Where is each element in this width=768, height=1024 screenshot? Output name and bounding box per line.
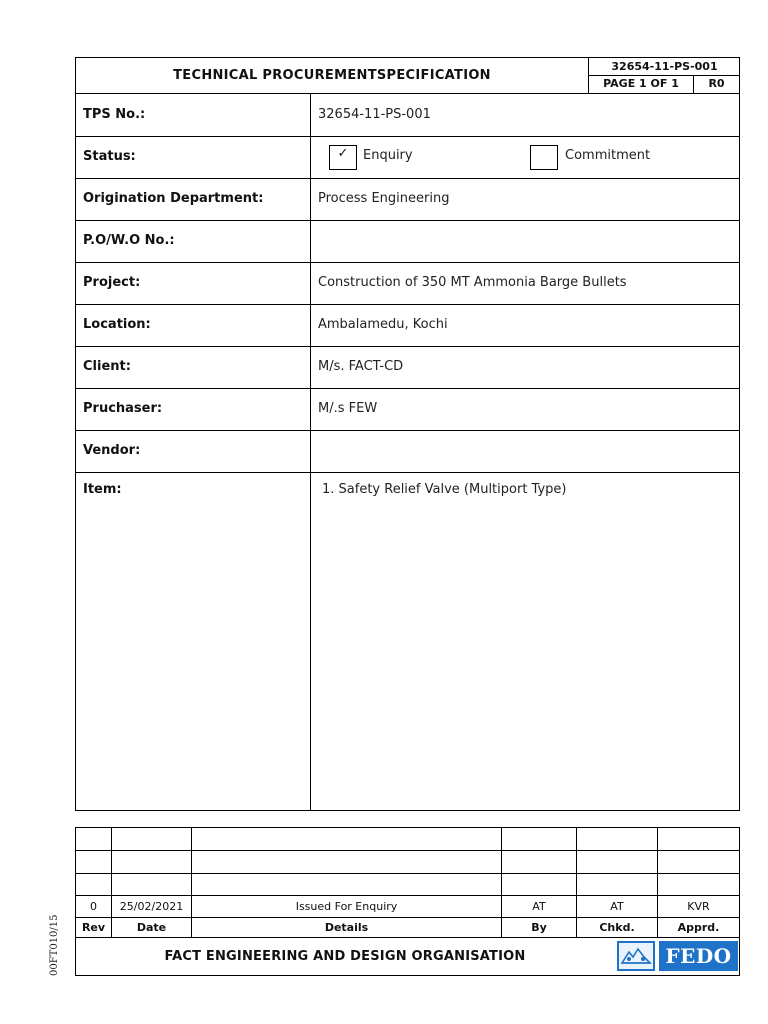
vendor-label: Vendor: <box>83 442 141 458</box>
row-po-wo-no <box>76 220 739 263</box>
page-number: PAGE 1 OF 1 <box>589 75 694 93</box>
tps-no-label: TPS No.: <box>83 106 146 122</box>
date-cell <box>112 828 192 850</box>
rev-cell <box>76 873 112 895</box>
by-cell <box>502 873 577 895</box>
row-project <box>76 262 739 305</box>
table-row <box>76 873 739 896</box>
document-title: TECHNICAL PROCUREMENTSPECIFICATION <box>173 68 491 83</box>
commitment-label: Commitment <box>565 148 651 163</box>
details-cell <box>192 828 502 850</box>
chkd-cell <box>577 873 658 895</box>
form-code: 00FT010/15 <box>49 914 60 976</box>
client-label: Client: <box>83 358 131 374</box>
table-row <box>76 850 739 874</box>
row-client <box>76 346 739 389</box>
row-item <box>76 472 739 810</box>
row-status <box>76 136 739 179</box>
enquiry-label: Enquiry <box>363 148 413 163</box>
details-cell <box>192 850 502 873</box>
status-label: Status: <box>83 148 136 164</box>
apprd-cell <box>658 850 739 873</box>
rev-header: Rev <box>76 917 112 937</box>
emblem-icon <box>619 943 653 969</box>
row-location <box>76 304 739 347</box>
specification-fields <box>75 93 740 811</box>
row-tps-no <box>76 94 739 137</box>
date-cell <box>112 873 192 895</box>
location-value: Ambalamedu, Kochi <box>318 316 448 332</box>
chkd-cell <box>577 828 658 850</box>
rev-cell <box>76 850 112 873</box>
footer-row <box>76 937 739 975</box>
location-label: Location: <box>83 316 151 332</box>
fedo-emblem-icon <box>617 941 655 971</box>
chkd-cell <box>577 850 658 873</box>
client-value: M/s. FACT-CD <box>318 358 404 374</box>
apprd-cell <box>658 873 739 895</box>
row-origination-department <box>76 178 739 221</box>
purchaser-label: Pruchaser: <box>83 400 163 416</box>
by-cell <box>502 828 577 850</box>
fedo-logo: FEDO <box>659 941 738 971</box>
origination-department-label: Origination Department: <box>83 190 264 206</box>
by-header: By <box>502 917 577 937</box>
rev-cell <box>76 828 112 850</box>
details-cell: Issued For Enquiry <box>192 895 502 917</box>
chkd-header: Chkd. <box>577 917 658 937</box>
date-cell <box>112 850 192 873</box>
details-header: Details <box>192 917 502 937</box>
revision-code: R0 <box>708 77 725 90</box>
project-value: Construction of 350 MT Ammonia Barge Bullets <box>318 274 627 290</box>
by-cell: AT <box>502 895 577 917</box>
details-cell <box>192 873 502 895</box>
by-cell <box>502 850 577 873</box>
rev-cell: 0 <box>76 895 112 917</box>
commitment-checkbox[interactable] <box>530 145 558 170</box>
row-purchaser <box>76 388 739 431</box>
po-wo-no-label: P.O/W.O No.: <box>83 232 175 248</box>
organisation-name: FACT ENGINEERING AND DESIGN ORGANISATION <box>164 948 526 964</box>
apprd-cell: KVR <box>687 899 710 913</box>
chkd-cell: AT <box>577 895 658 917</box>
table-row <box>76 828 739 851</box>
header-meta <box>588 58 740 93</box>
apprd-header: Apprd. <box>677 920 720 934</box>
project-label: Project: <box>83 274 141 290</box>
tps-no-value: 32654-11-PS-001 <box>318 106 431 122</box>
row-vendor <box>76 430 739 473</box>
date-header: Date <box>112 917 192 937</box>
item-value: 1. Safety Relief Valve (Multiport Type) <box>322 482 567 497</box>
revision-header-row <box>76 917 739 938</box>
revision-table <box>75 827 740 976</box>
item-label: Item: <box>83 482 122 497</box>
origination-department-value: Process Engineering <box>318 190 450 206</box>
table-row <box>76 895 739 918</box>
document-code: 32654-11-PS-001 <box>589 58 740 76</box>
date-cell: 25/02/2021 <box>112 895 192 917</box>
apprd-cell <box>658 828 739 850</box>
purchaser-value: M/.s FEW <box>318 400 378 416</box>
document-header <box>75 57 740 94</box>
enquiry-checkbox[interactable]: ✓ <box>329 145 357 170</box>
